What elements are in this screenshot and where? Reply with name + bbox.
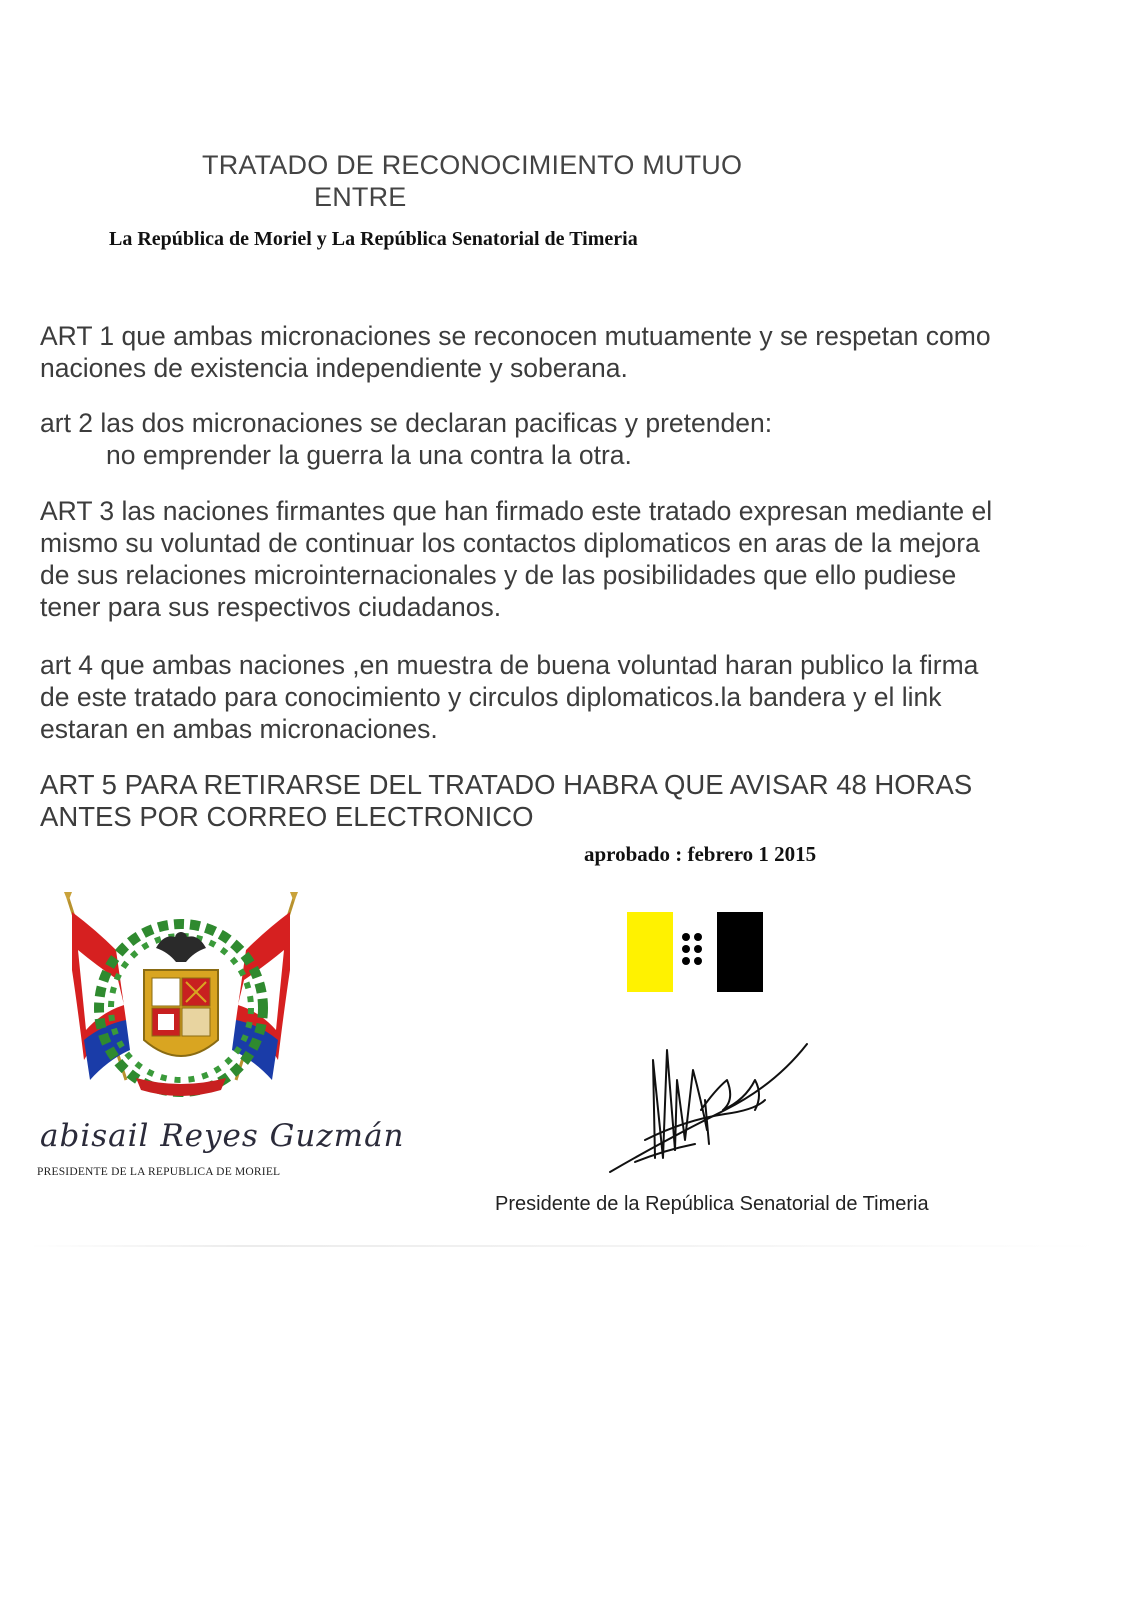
timeria-president-caption: Presidente de la República Senatorial de Timeria bbox=[495, 1193, 929, 1215]
timeria-flag-icon bbox=[627, 912, 763, 994]
timeria-president-signature-icon bbox=[605, 1040, 815, 1180]
article-5-line-1: ART 5 PARA RETIRARSE DEL TRATADO HABRA QUE AVISAR 48 HORAS bbox=[40, 769, 973, 800]
article-1-line-2: naciones de existencia independiente y soberana. bbox=[40, 353, 628, 383]
article-2-line-2: no emprender la guerra la una contra la otra. bbox=[106, 440, 632, 470]
article-4-line-1: art 4 que ambas naciones ,en muestra de buena voluntad haran publico la firma bbox=[40, 650, 979, 680]
moriel-president-caption: PRESIDENTE DE LA REPUBLICA DE MORIEL bbox=[37, 1166, 281, 1178]
article-1-line-1: ART 1 que ambas micronaciones se reconocen mutuamente y se respetan como bbox=[40, 321, 991, 351]
article-2 bbox=[40, 407, 1100, 471]
article-3-line-3: de sus relaciones microinternacionales y de las posibilidades que ello pudiese bbox=[40, 560, 957, 590]
treaty-parties: La República de Moriel y La República Senatorial de Timeria bbox=[109, 228, 638, 250]
approval-date: aprobado : febrero 1 2015 bbox=[584, 842, 817, 866]
article-5-line-2: ANTES POR CORREO ELECTRONICO bbox=[40, 801, 534, 832]
article-4-line-2: de este tratado para conocimiento y circulos diplomaticos.la bandera y el link bbox=[40, 682, 942, 712]
article-1 bbox=[40, 320, 1100, 384]
article-3 bbox=[40, 495, 1100, 623]
article-4-line-3: estaran en ambas micronaciones. bbox=[40, 714, 438, 744]
article-3-line-1: ART 3 las naciones firmantes que han firmado este tratado expresan mediante el bbox=[40, 496, 993, 526]
article-4 bbox=[40, 649, 1100, 745]
moriel-president-signature: abisail Reyes Guzmán bbox=[40, 1118, 405, 1154]
treaty-title-line1: TRATADO DE RECONOCIMIENTO MUTUO bbox=[202, 150, 743, 180]
article-3-line-2: mismo su voluntad de continuar los contactos diplomaticos en aras de la mejora bbox=[40, 528, 980, 558]
article-3-line-4: tener para sus respectivos ciudadanos. bbox=[40, 592, 502, 622]
treaty-title-line2: ENTRE bbox=[314, 182, 407, 212]
scan-artifact-line bbox=[30, 1245, 1100, 1247]
moriel-coat-of-arms-icon bbox=[56, 890, 306, 1112]
article-5 bbox=[40, 769, 1100, 833]
article-2-line-1: art 2 las dos micronaciones se declaran pacificas y pretenden: bbox=[40, 408, 773, 438]
